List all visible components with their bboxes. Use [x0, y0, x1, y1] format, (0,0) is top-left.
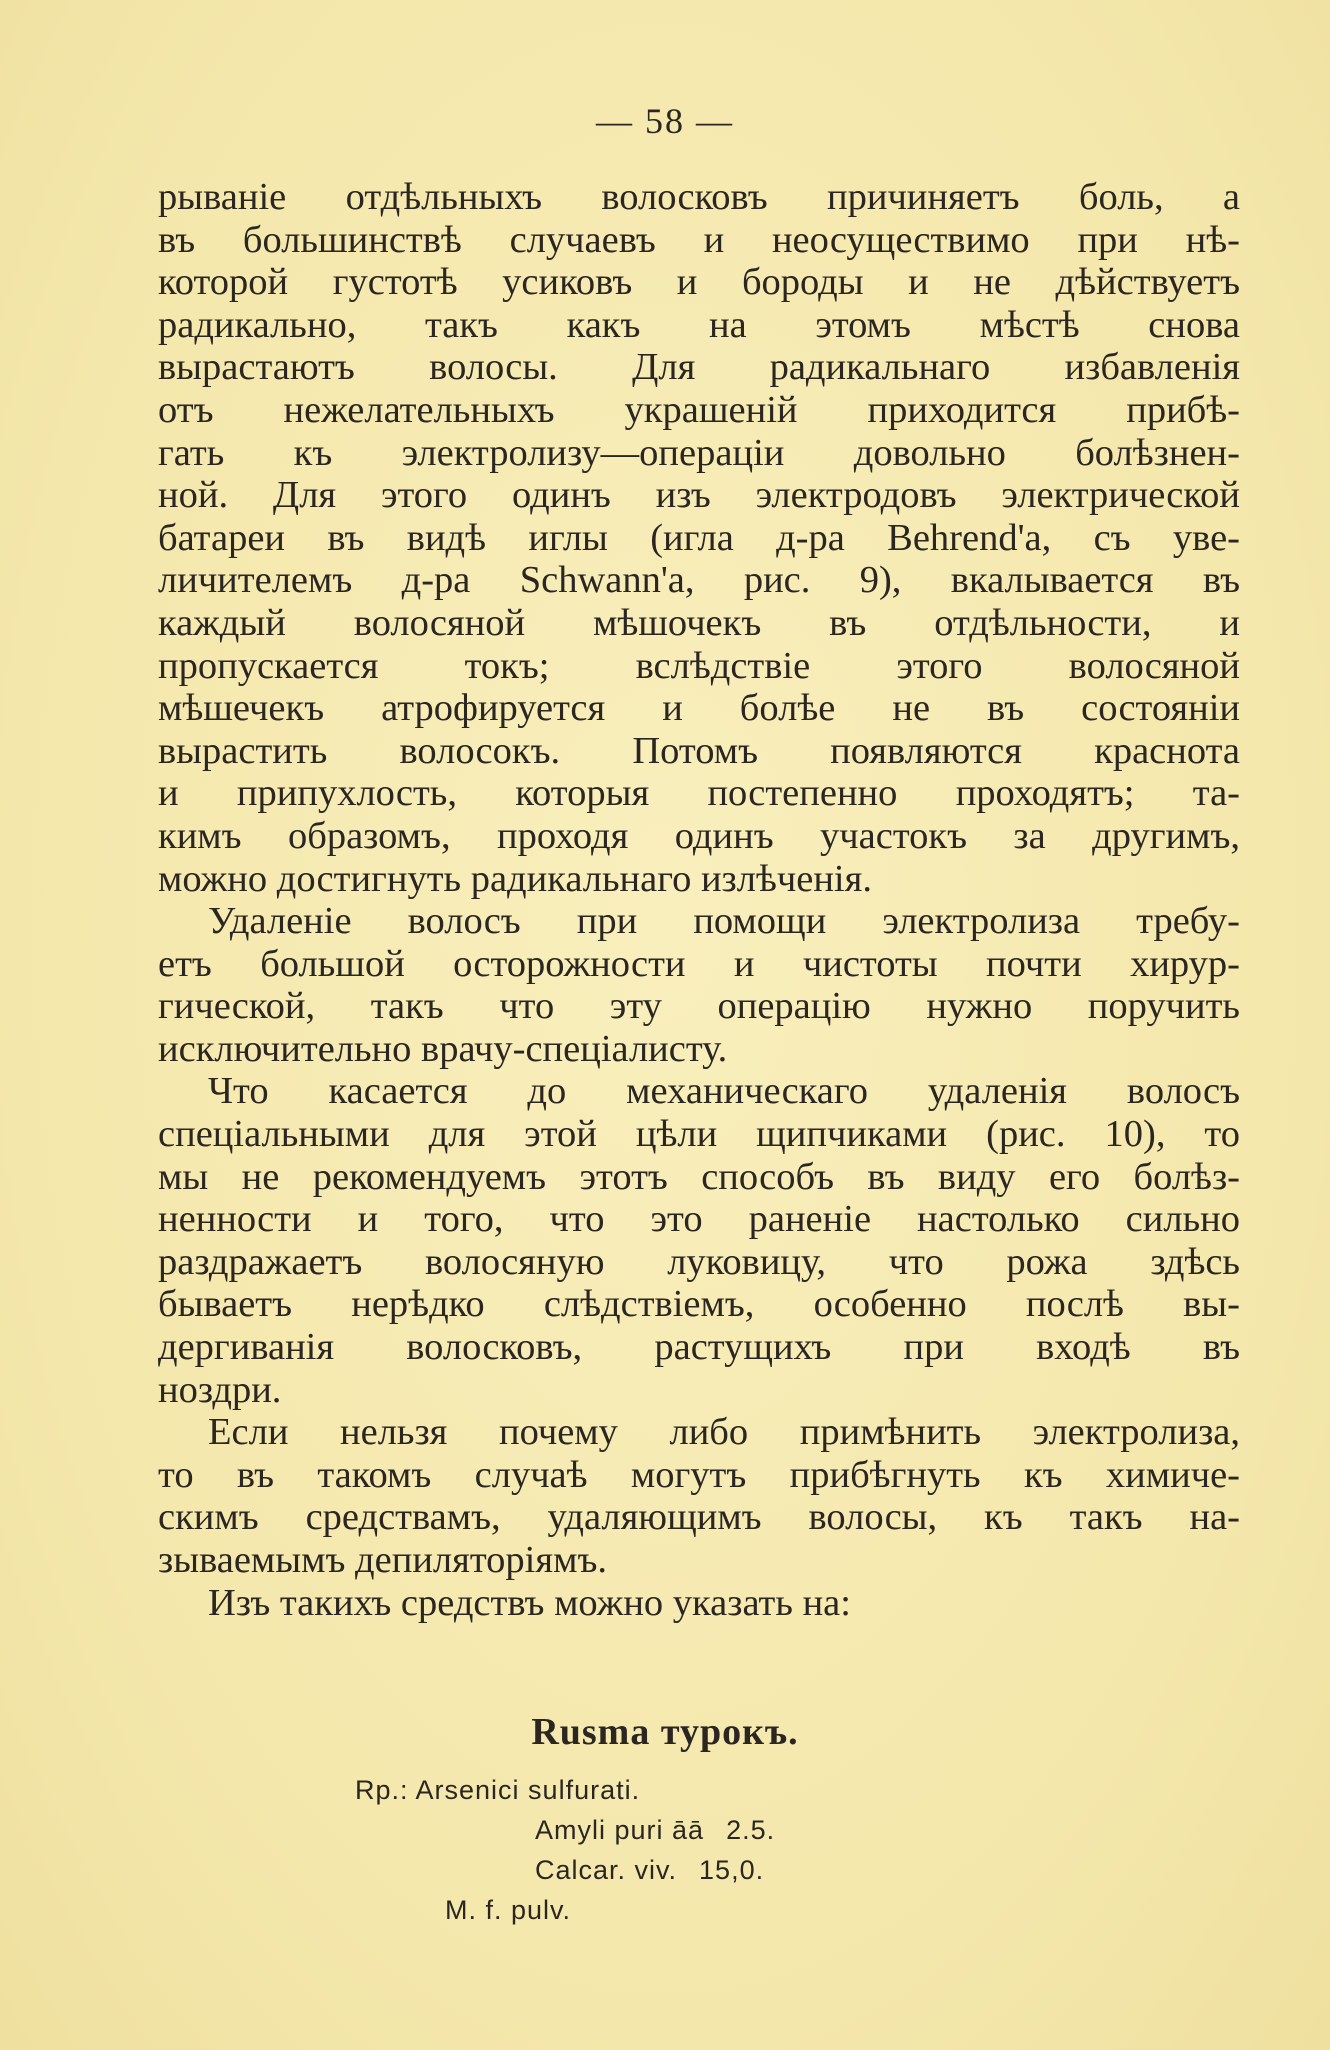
text-line: радикально, такъ какъ на этомъ мѣстѣ снова	[158, 303, 1240, 346]
text-line: Удаленіе волосъ при помощи электролиза требу-	[208, 900, 1240, 943]
recipe-ingredient: Amyli puri āā	[535, 1815, 705, 1845]
body-text	[158, 176, 1240, 1624]
text-line: въ большинствѣ случаевъ и неосуществимо при нѣ-	[158, 218, 1240, 261]
recipe-line	[355, 1850, 775, 1890]
text-line: гической, такъ что эту операцію нужно поручить	[158, 985, 1240, 1028]
recipe-block	[355, 1770, 775, 1930]
recipe-line	[355, 1770, 775, 1810]
text-line: скимъ средствамъ, удаляющимъ волосы, къ такъ на-	[158, 1496, 1240, 1539]
text-line: личителемъ д-ра Schwann'a, рис. 9), вкалывается въ	[158, 559, 1240, 602]
text-line: то въ такомъ случаѣ могутъ прибѣгнуть къ химиче-	[158, 1453, 1240, 1496]
paragraph	[158, 1411, 1240, 1581]
paragraph	[158, 900, 1240, 1070]
text-line: ноздри.	[158, 1368, 282, 1411]
text-line: отъ нежелательныхъ украшеній приходится прибѣ-	[158, 388, 1240, 431]
text-line: мы не рекомендуемъ этотъ способъ въ виду его болѣз-	[158, 1155, 1240, 1198]
text-line: спеціальными для этой цѣли щипчиками (рис. 10), то	[158, 1113, 1240, 1156]
text-line: вырастаютъ волосы. Для радикальнаго избавленія	[158, 346, 1240, 389]
text-line: которой густотѣ усиковъ и бороды и не дѣйствуетъ	[158, 261, 1240, 304]
text-line: вырастить волосокъ. Потомъ появляются краснота	[158, 729, 1240, 772]
text-line: исключительно врачу-спеціалисту.	[158, 1027, 728, 1070]
recipe-ingredient: Rp.: Arsenici sulfurati.	[355, 1775, 641, 1805]
page-number: — 58 —	[596, 101, 734, 141]
text-line: ной. Для этого одинъ изъ электродовъ электрической	[158, 474, 1240, 517]
text-line: Изъ такихъ средствъ можно указать на:	[208, 1581, 851, 1624]
text-line: кимъ образомъ, проходя одинъ участокъ за другимъ,	[158, 814, 1240, 857]
text-line: зываемымъ депиляторіямъ.	[158, 1539, 607, 1581]
recipe-quantity: 15,0.	[699, 1855, 765, 1885]
text-line: пропускается токъ; вслѣдствіе этого волосяной	[158, 644, 1240, 687]
text-line: бываетъ нерѣдко слѣдствіемъ, особенно послѣ вы-	[158, 1283, 1240, 1326]
text-line: рываніе отдѣльныхъ волосковъ причиняетъ боль, а	[158, 176, 1240, 218]
text-line: гать къ электролизу—операціи довольно болѣзнен-	[158, 431, 1240, 474]
recipe-title: Rusma турокъ.	[531, 1711, 799, 1753]
text-line: мѣшечекъ атрофируется и болѣе не въ состояніи	[158, 687, 1240, 730]
recipe-ingredient: Calcar. viv.	[535, 1855, 678, 1885]
text-line: можно достигнуть радикальнаго излѣченія.	[158, 857, 872, 900]
recipe-line	[355, 1890, 775, 1930]
recipe-instruction: M. f. pulv.	[445, 1895, 572, 1925]
text-line: раздражаетъ волосяную луковицу, что рожа здѣсь	[158, 1240, 1240, 1283]
recipe-quantity: 2.5.	[726, 1815, 776, 1845]
text-line: и припухлость, которыя постепенно проходятъ; та-	[158, 772, 1240, 815]
text-line: дергиванія волосковъ, растущихъ при входѣ въ	[158, 1326, 1240, 1369]
paragraph	[158, 1582, 1240, 1625]
recipe-line	[355, 1810, 775, 1850]
text-line: ненности и того, что это раненіе настолько сильно	[158, 1198, 1240, 1241]
paragraph	[158, 1070, 1240, 1411]
text-line: каждый волосяной мѣшочекъ въ отдѣльности, и	[158, 601, 1240, 644]
paragraph	[158, 176, 1240, 900]
text-line: Что касается до механическаго удаленія волосъ	[208, 1070, 1240, 1113]
text-line: Если нельзя почему либо примѣнить электролиза,	[208, 1411, 1240, 1454]
text-line: етъ большой осторожности и чистоты почти хирур-	[158, 942, 1240, 985]
text-line: батареи въ видѣ иглы (игла д-ра Behrend'a, съ уве-	[158, 516, 1240, 559]
